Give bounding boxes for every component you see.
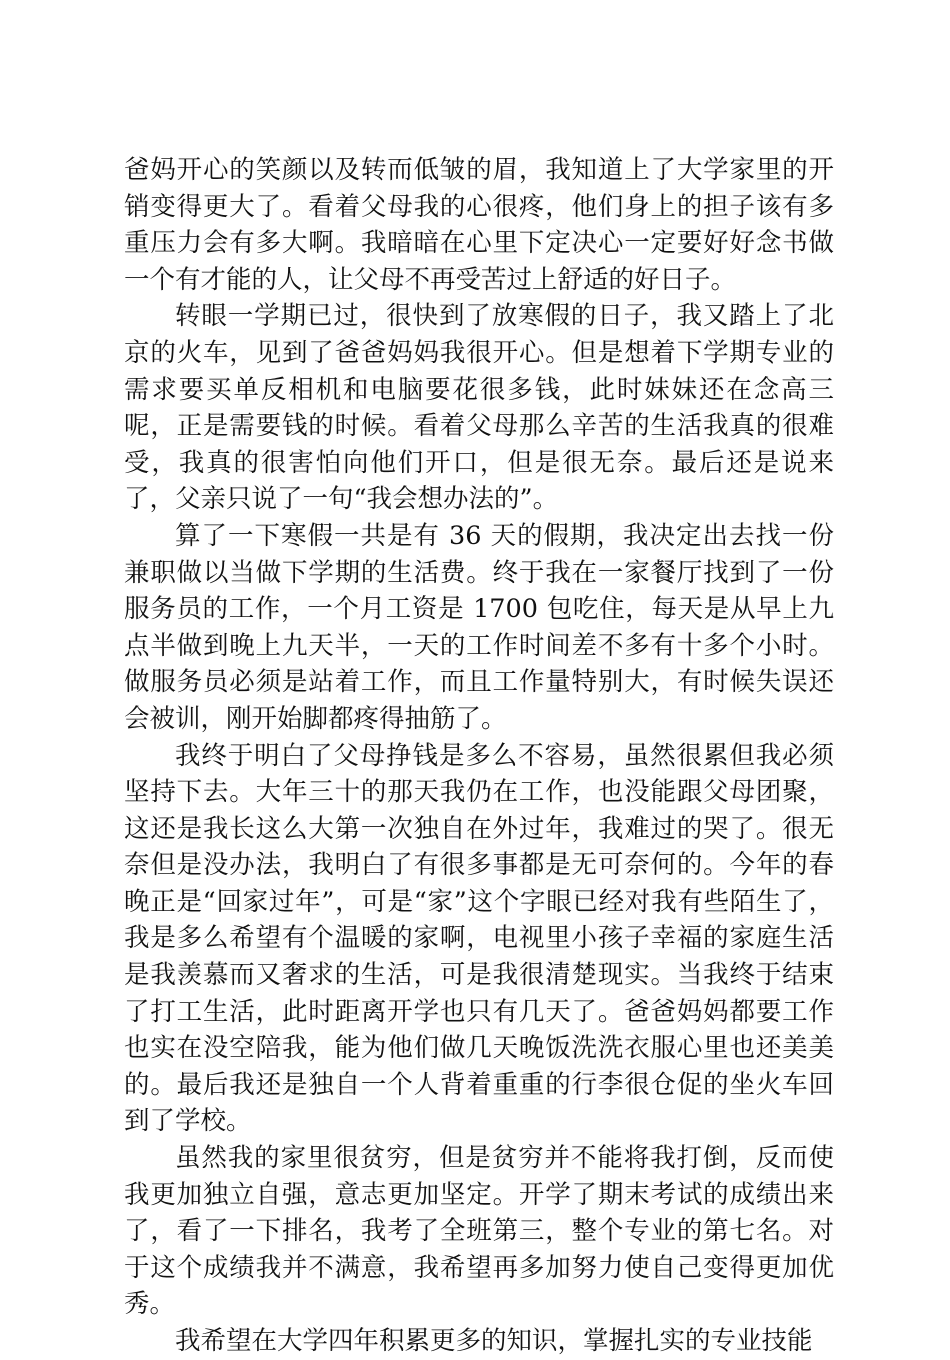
paragraph: 虽然我的家里很贫穷，但是贫穷并不能将我打倒，反而使我更加独立自强，意志更加坚定。开学了期末考试的成绩出来了，看了一下排名，我考了全班第三，整个专业的第七名。对于这个成绩我并不满意，我希望再多加努力使自己变得更加优秀。 xyxy=(124,1143,834,1320)
paragraph: 转眼一学期已过，很快到了放寒假的日子，我又踏上了北京的火车，见到了爸爸妈妈我很开心。但是想着下学期专业的需求要买单反相机和电脑要花很多钱，此时妹妹还在念高三呢，正是需要钱的时候。看着父母那么辛苦的生活我真的很难受，我真的很害怕向他们开口，但是很无奈。最后还是说来了，父亲只说了一句“我会想办法的”。 xyxy=(124,301,834,515)
document-body xyxy=(124,152,834,1360)
paragraph: 算了一下寒假一共是有 36 天的假期，我决定出去找一份兼职做以当做下学期的生活费。终于我在一家餐厅找到了一份服务员的工作，一个月工资是 1700 包吃住，每天是从早上九点半做到晚上九天半，一天的工作时间差不多有十多个小时。做服务员必须是站着工作，而且工作量特别大，有时候失误还会被训，刚开始脚都疼得抽筋了。 xyxy=(124,520,834,734)
paragraph: 爸妈开心的笑颜以及转而低皱的眉，我知道上了大学家里的开销变得更大了。看着父母我的心很疼，他们身上的担子该有多重压力会有多大啊。我暗暗在心里下定决心一定要好好念书做一个有才能的人，让父母不再受苦过上舒适的好日子。 xyxy=(124,155,834,295)
paragraph: 我终于明白了父母挣钱是多么不容易，虽然很累但我必须坚持下去。大年三十的那天我仍在工作，也没能跟父母团聚，这还是我长这么大第一次独自在外过年，我难过的哭了。很无奈但是没办法，我明白了有很多事都是无可奈何的。今年的春晚正是“回家过年”，可是“家”这个字眼已经对我有些陌生了，我是多么希望有个温暖的家啊，电视里小孩子幸福的家庭生活是我羡慕而又奢求的生活，可是我很清楚现实。当我终于结束了打工生活，此时距离开学也只有几天了。爸爸妈妈都要工作也实在没空陪我，能为他们做几天晚饭洗洗衣服心里也还美美的。最后我还是独自一个人背着重重的行李很仓促的坐火车回到了学校。 xyxy=(124,740,834,1137)
paragraph: 我希望在大学四年积累更多的知识，掌握扎实的专业技能 xyxy=(175,1326,813,1356)
